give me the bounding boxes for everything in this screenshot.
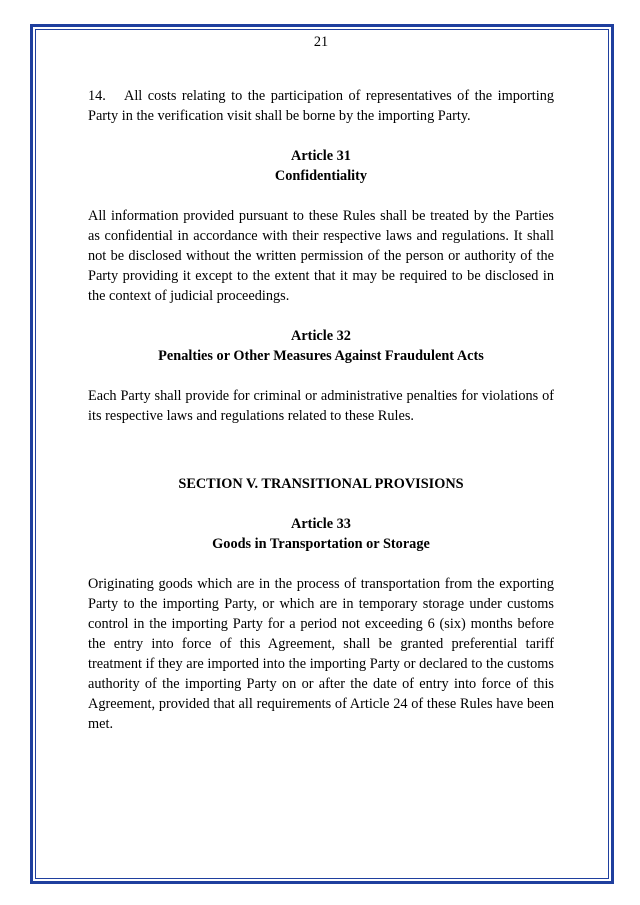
page-number: 21 [313,34,329,50]
article-32-text: Each Party shall provide for criminal or administrative penalties for violations of its respective laws and regulations related to these Rules. [88,388,554,424]
article-33-text: Originating goods which are in the process of transportation from the exporting Party to the importing Party, or which are in temporary storage under customs control in the importing Party for a period not exceeding 6 (six) months before the entry into force of this Agreement, shall be granted preferential tariff treatment if they are imported into the importing Party or declared to the customs authority of the importing Party on or after the date of entry into force of this Agreement, provided that all requirements of Article 24 of these Rules have been met. [88,576,554,732]
article-33-label: Article 33 [291,516,351,532]
paragraph-14 [88,86,554,126]
article-32-label: Article 32 [291,328,351,344]
paragraph-text: All costs relating to the participation of representatives of the importing Party in the verification visit shall be borne by the importing Party. [88,88,554,124]
paragraph-number: 14. [88,88,106,104]
article-33-title: Goods in Transportation or Storage [212,536,430,552]
article-31-text: All information provided pursuant to these Rules shall be treated by the Parties as confidential in accordance with their respective laws and regulations. It shall not be disclosed without the written permission of the person or authority of the Party providing it except to the extent that it may be required to be disclosed in the context of judicial proceedings. [88,208,554,304]
article-32-title: Penalties or Other Measures Against Fraudulent Acts [158,348,484,364]
section-v-title: SECTION V. TRANSITIONAL PROVISIONS [178,476,464,492]
document-page [88,32,554,734]
article-31-title: Confidentiality [274,168,368,184]
article-31-label: Article 31 [291,148,351,164]
